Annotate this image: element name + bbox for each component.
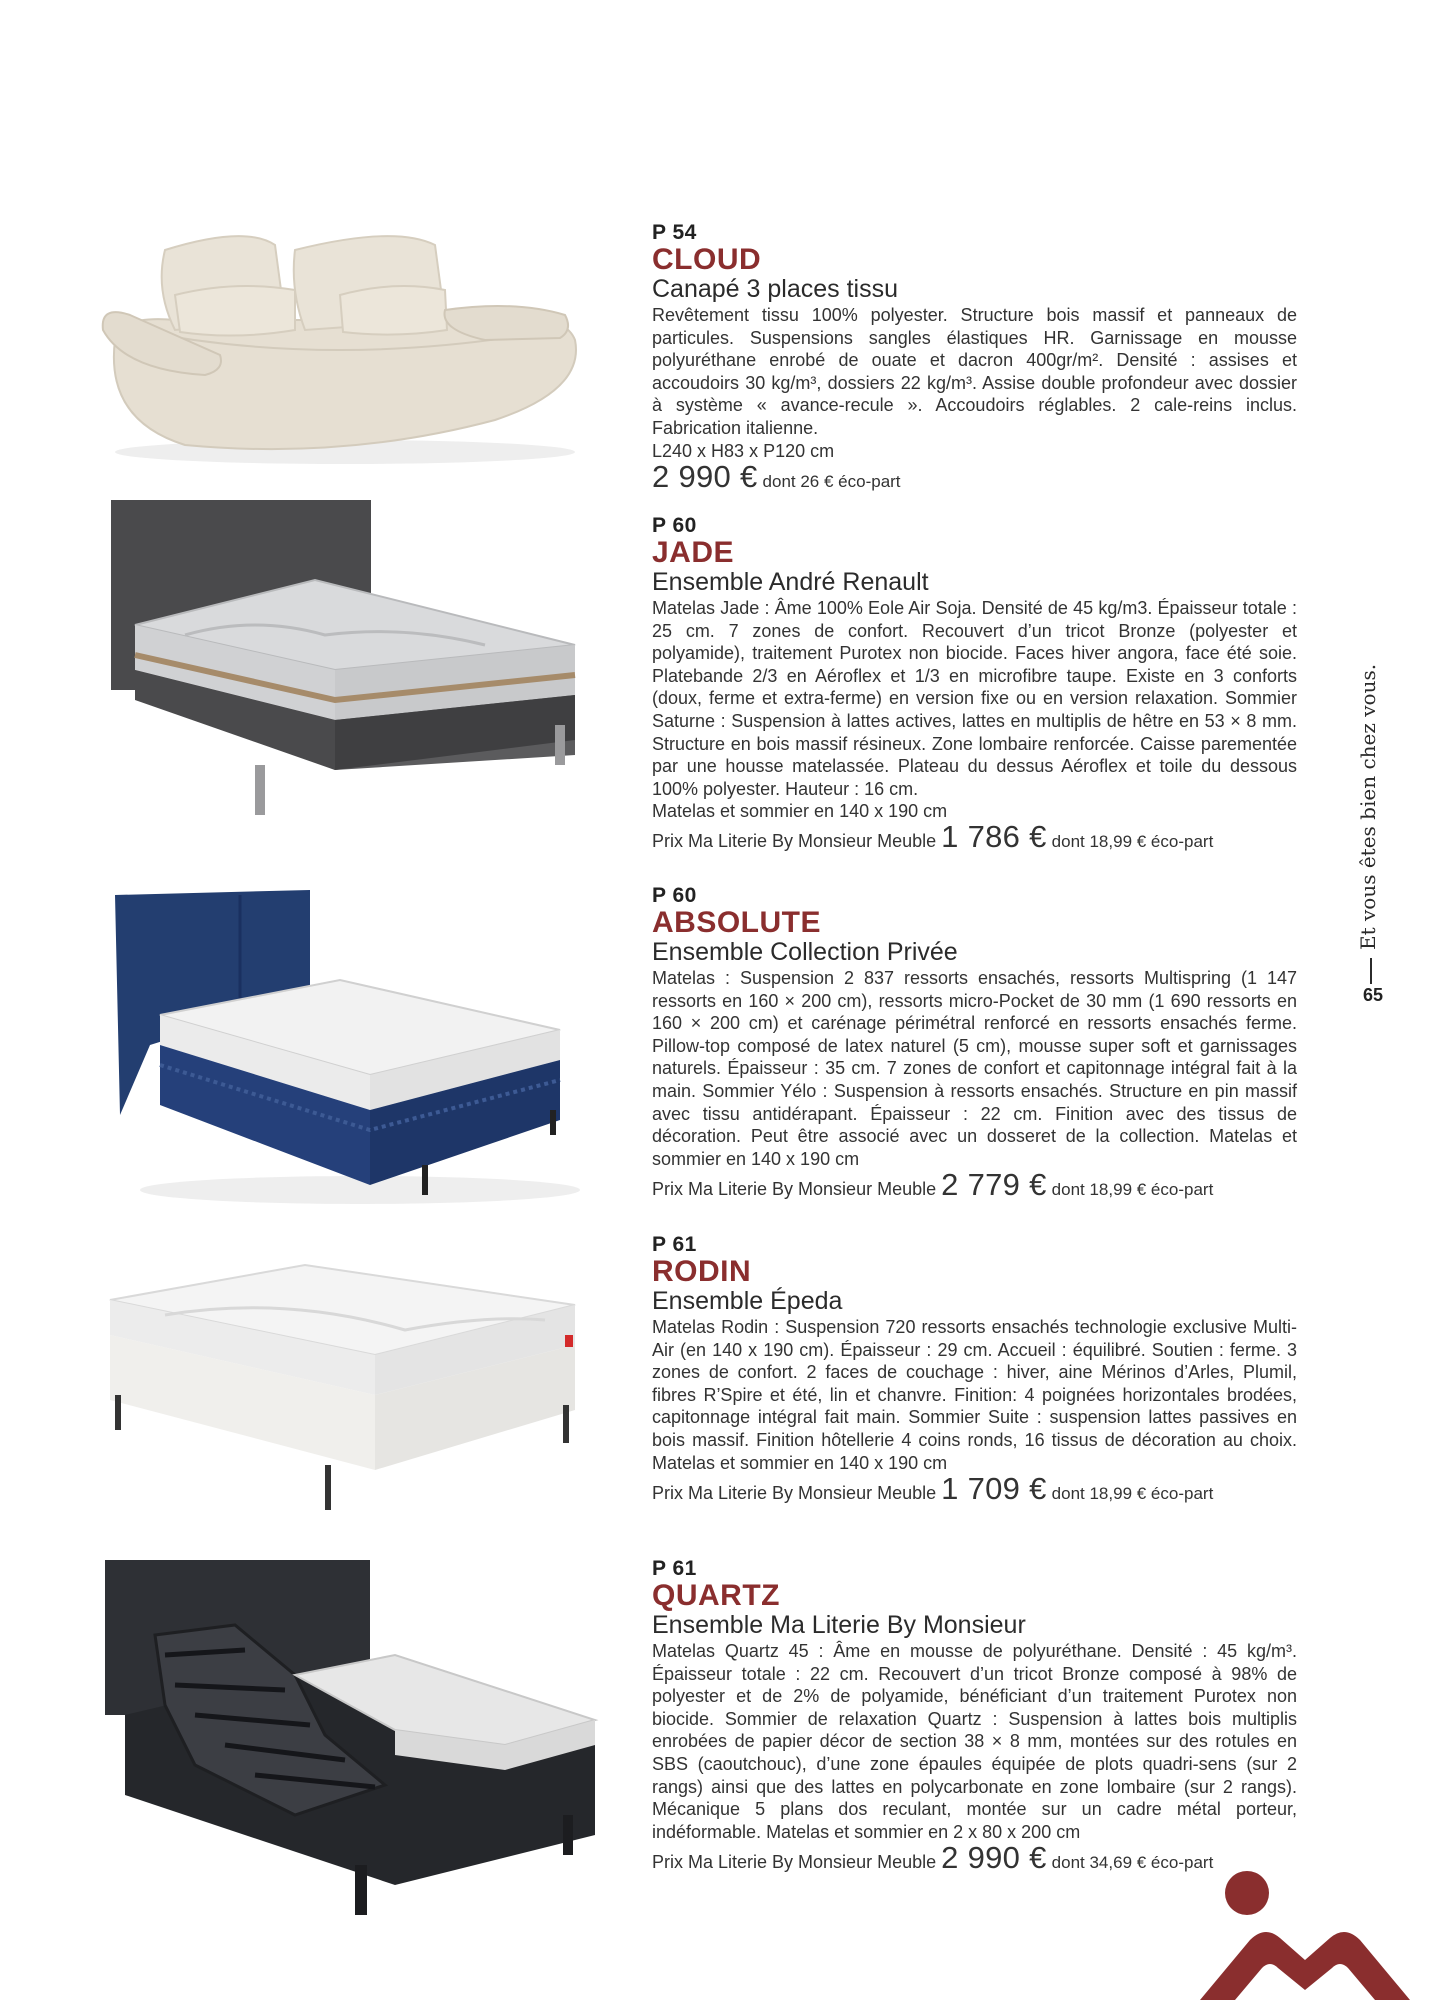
product-price-line [652, 1167, 1297, 1205]
product-eco-part: dont 18,99 € éco-part [1051, 832, 1214, 852]
product-eco-part: dont 26 € éco-part [762, 471, 901, 491]
product-description: Revêtement tissu 100% polyester. Structure bois massif et panneaux de particules. Suspensions sangles élastiques HR. Garnissage en mousse polyuréthane enrobé de ouate et dacron 400gr/m². Densité : assises et accoudoirs 30 kg/m³, dossiers 22 kg/m³. Assise double profondeur avec dossier à système « avance-recule ». Accoudoirs réglables. 2 cale-reins inclus. Fabrication italienne. [652, 305, 1297, 438]
product-eco-part: dont 34,69 € éco-part [1051, 1853, 1214, 1873]
product-subtitle: Ensemble Ma Literie By Monsieur [652, 1611, 1026, 1639]
product-absolute [652, 884, 1297, 1205]
side-title: Et vous êtes bien chez vous. [1356, 663, 1380, 950]
product-name: QUARTZ [652, 1579, 780, 1612]
product-page-ref: P 60 [652, 884, 697, 907]
brand-mountain-icon [1180, 1860, 1429, 2000]
absolute-bed-image [110, 885, 580, 1215]
product-price: 2 779 € [941, 1167, 1047, 1203]
cloud-sofa-image [95, 220, 595, 470]
product-eco-part: dont 18,99 € éco-part [1051, 1180, 1214, 1200]
product-rodin [652, 1233, 1297, 1509]
page-number: 65 [1362, 985, 1384, 1005]
product-dimensions: Matelas et sommier en 140 x 190 cm [652, 801, 948, 822]
product-description: Matelas Jade : Âme 100% Eole Air Soja. Densité de 45 kg/m3. Épaisseur totale : 25 cm. 7 zones de confort. Recouvert d’un tricot Bronze (polyester et polyamide), traitement Purotex non biocide. Faces hiver angora, face été soie. Platebande 2/3 en Aéroflex et 1/3 en microfibre taupe. Existe en 3 conforts (doux, ferme et extra-ferme) en version fixe ou en version relaxation. Sommier Saturne : Suspension à lattes actives, lattes en multiplis de hêtre en 53 × 8 mm. Structure en bois massif résineux. Zone lombaire renforcée. Caisse parementée par une housse matelassée. Plateau du dessus Aéroflex et toile du dessous 100% polyester. Hauteur : 16 cm. [652, 598, 1297, 799]
product-price-prefix: Prix Ma Literie By Monsieur Meuble [652, 831, 937, 852]
product-name: CLOUD [652, 243, 762, 276]
product-description: Matelas : Suspension 2 837 ressorts ensachés, ressorts Multispring (1 147 ressorts en 160 × 200 cm), ressorts micro-Pocket de 30 mm (1 690 ressorts en 160 × 200 cm) et carénage périmétral renforcé en ressorts ensachés ferme. Pillow-top composé de latex naturel (5 cm), mousse super soft et garnissages naturels. Épaisseur : 35 cm. 7 zones de confort et capitonnage intégral fait à la main. Sommier Yélo : Suspension à ressorts ensachés. Structure en pin massif avec tissu antidérapant. Épaisseur : 22 cm. Finition avec des tissus de décoration. Peut être associé avec un dosseret de la collection. Matelas et sommier en 140 x 190 cm [652, 968, 1297, 1169]
product-cloud [652, 221, 1297, 497]
product-subtitle: Ensemble Collection Privée [652, 938, 958, 966]
product-name: ABSOLUTE [652, 906, 821, 939]
product-price-line [652, 819, 1297, 857]
product-page-ref: P 60 [652, 514, 697, 537]
product-price: 1 786 € [941, 819, 1047, 855]
product-quartz [652, 1557, 1297, 1878]
jade-bed-image [105, 495, 595, 825]
product-name: JADE [652, 536, 735, 569]
product-price-line [652, 458, 1297, 497]
product-price: 2 990 € [652, 458, 758, 494]
product-name: RODIN [652, 1255, 752, 1288]
product-price: 2 990 € [941, 1840, 1047, 1876]
product-price: 1 709 € [941, 1471, 1047, 1507]
product-eco-part: dont 18,99 € éco-part [1051, 1484, 1214, 1504]
product-jade [652, 514, 1297, 857]
product-description: Matelas Rodin : Suspension 720 ressorts ensachés technologie exclusive Multi-Air (en 140 x 190 cm). Épaisseur : 29 cm. Accueil : équilibré. Soutien : ferme. 3 zones de confort. 2 faces de couchage : hiver, aine Mérinos d’Arles, Plumil, fibres R’Spire et été, lin et chanvre. Finition: 4 poignées horizontales brodées, capitonnage intégral fait main. Sommier Suite : suspension lattes passives en bois massif. Finition hôtellerie 4 coins ronds, 16 tissus de décoration au choix. Matelas et sommier en 140 x 190 cm [652, 1317, 1297, 1473]
side-divider [1370, 958, 1372, 984]
product-page-ref: P 54 [652, 221, 697, 244]
product-subtitle: Ensemble Épeda [652, 1287, 843, 1315]
product-price-prefix: Prix Ma Literie By Monsieur Meuble [652, 1179, 937, 1200]
rodin-bed-image [105, 1260, 590, 1520]
product-page-ref: P 61 [652, 1233, 697, 1256]
product-subtitle: Canapé 3 places tissu [652, 275, 898, 303]
product-dimensions: L240 x H83 x P120 cm [652, 440, 835, 461]
product-page-ref: P 61 [652, 1557, 697, 1580]
product-price-prefix: Prix Ma Literie By Monsieur Meuble [652, 1483, 937, 1504]
quartz-bed-image [95, 1555, 600, 1920]
product-description: Matelas Quartz 45 : Âme en mousse de polyuréthane. Densité : 45 kg/m³. Épaisseur totale : 22 cm. Recouvert d’un tricot Bronze composé à 98% de polyester et de 2% de polyamide, bénéficiant d’un traitement Purotex non biocide. Sommier de relaxation Quartz : Suspension à lattes bois multiplis enrobées de papier décor de section 38 × 8 mm, montées sur des rotules en SBS (caoutchouc), d’une zone épaules équipée de plots quadri-sens (sur 2 rangs) ainsi que des lattes en polycarbonate en zone lombaire (sur 2 rangs). Mécanique 5 plans dos reculant, montée sur un cadre métal porteur, indéformable. Matelas et sommier en 2 x 80 x 200 cm [652, 1641, 1297, 1842]
product-price-line [652, 1471, 1297, 1509]
product-price-prefix: Prix Ma Literie By Monsieur Meuble [652, 1852, 937, 1873]
product-subtitle: Ensemble André Renault [652, 568, 929, 596]
